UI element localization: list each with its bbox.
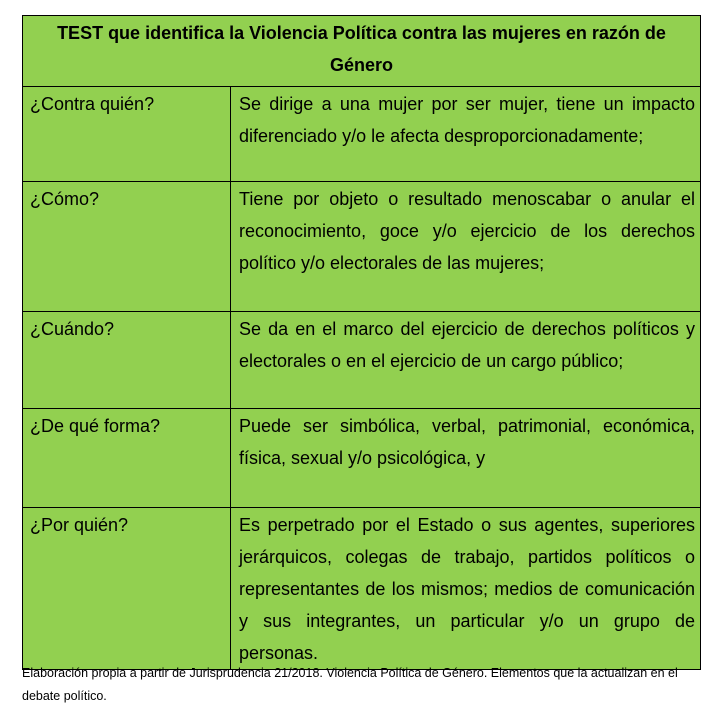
answer-cell	[231, 87, 701, 182]
question-cell	[23, 508, 231, 670]
table-caption: Elaboración propia a partir de Jurisprudencia 21/2018. Violencia Política de Género. Elementos que la actualizan en el debate político.	[22, 666, 678, 703]
violence-test-table	[22, 15, 701, 670]
question-cell	[23, 87, 231, 182]
question-text: ¿De qué forma?	[30, 416, 161, 436]
question-cell	[23, 409, 231, 508]
answer-cell	[231, 182, 701, 312]
answer-cell	[231, 312, 701, 409]
question-cell	[23, 312, 231, 409]
answer-cell	[231, 409, 701, 508]
answer-cell	[231, 508, 701, 670]
table-row	[23, 87, 701, 182]
table-header-row	[23, 16, 701, 87]
question-text: ¿Cómo?	[30, 189, 100, 209]
answer-text: Es perpetrado por el Estado o sus agentes, superiores jerárquicos, colegas de trabajo, partidos políticos o representantes de los mismos; medios de comunicación y sus integrantes, un particular y/o un grupo de personas.	[239, 515, 695, 663]
table-row	[23, 409, 701, 508]
question-text: ¿Contra quién?	[30, 94, 155, 114]
table-title-cell	[23, 16, 701, 87]
question-cell	[23, 182, 231, 312]
table-row	[23, 182, 701, 312]
answer-text: Tiene por objeto o resultado menoscabar o anular el reconocimiento, goce y/o ejercicio de los derechos político y/o electorales de las mujeres;	[239, 189, 695, 273]
question-text: ¿Cuándo?	[30, 319, 115, 339]
table-row	[23, 312, 701, 409]
table-row	[23, 508, 701, 670]
question-text: ¿Por quién?	[30, 515, 129, 535]
answer-text: Se dirige a una mujer por ser mujer, tiene un impacto diferenciado y/o le afecta desproporcionadamente;	[239, 94, 695, 146]
table-title: TEST que identifica la Violencia Política contra las mujeres en razón de Género	[57, 23, 666, 75]
answer-text: Se da en el marco del ejercicio de derechos políticos y electorales o en el ejercicio de un cargo público;	[239, 319, 695, 371]
answer-text: Puede ser simbólica, verbal, patrimonial, económica, física, sexual y/o psicológica, y	[239, 416, 695, 468]
